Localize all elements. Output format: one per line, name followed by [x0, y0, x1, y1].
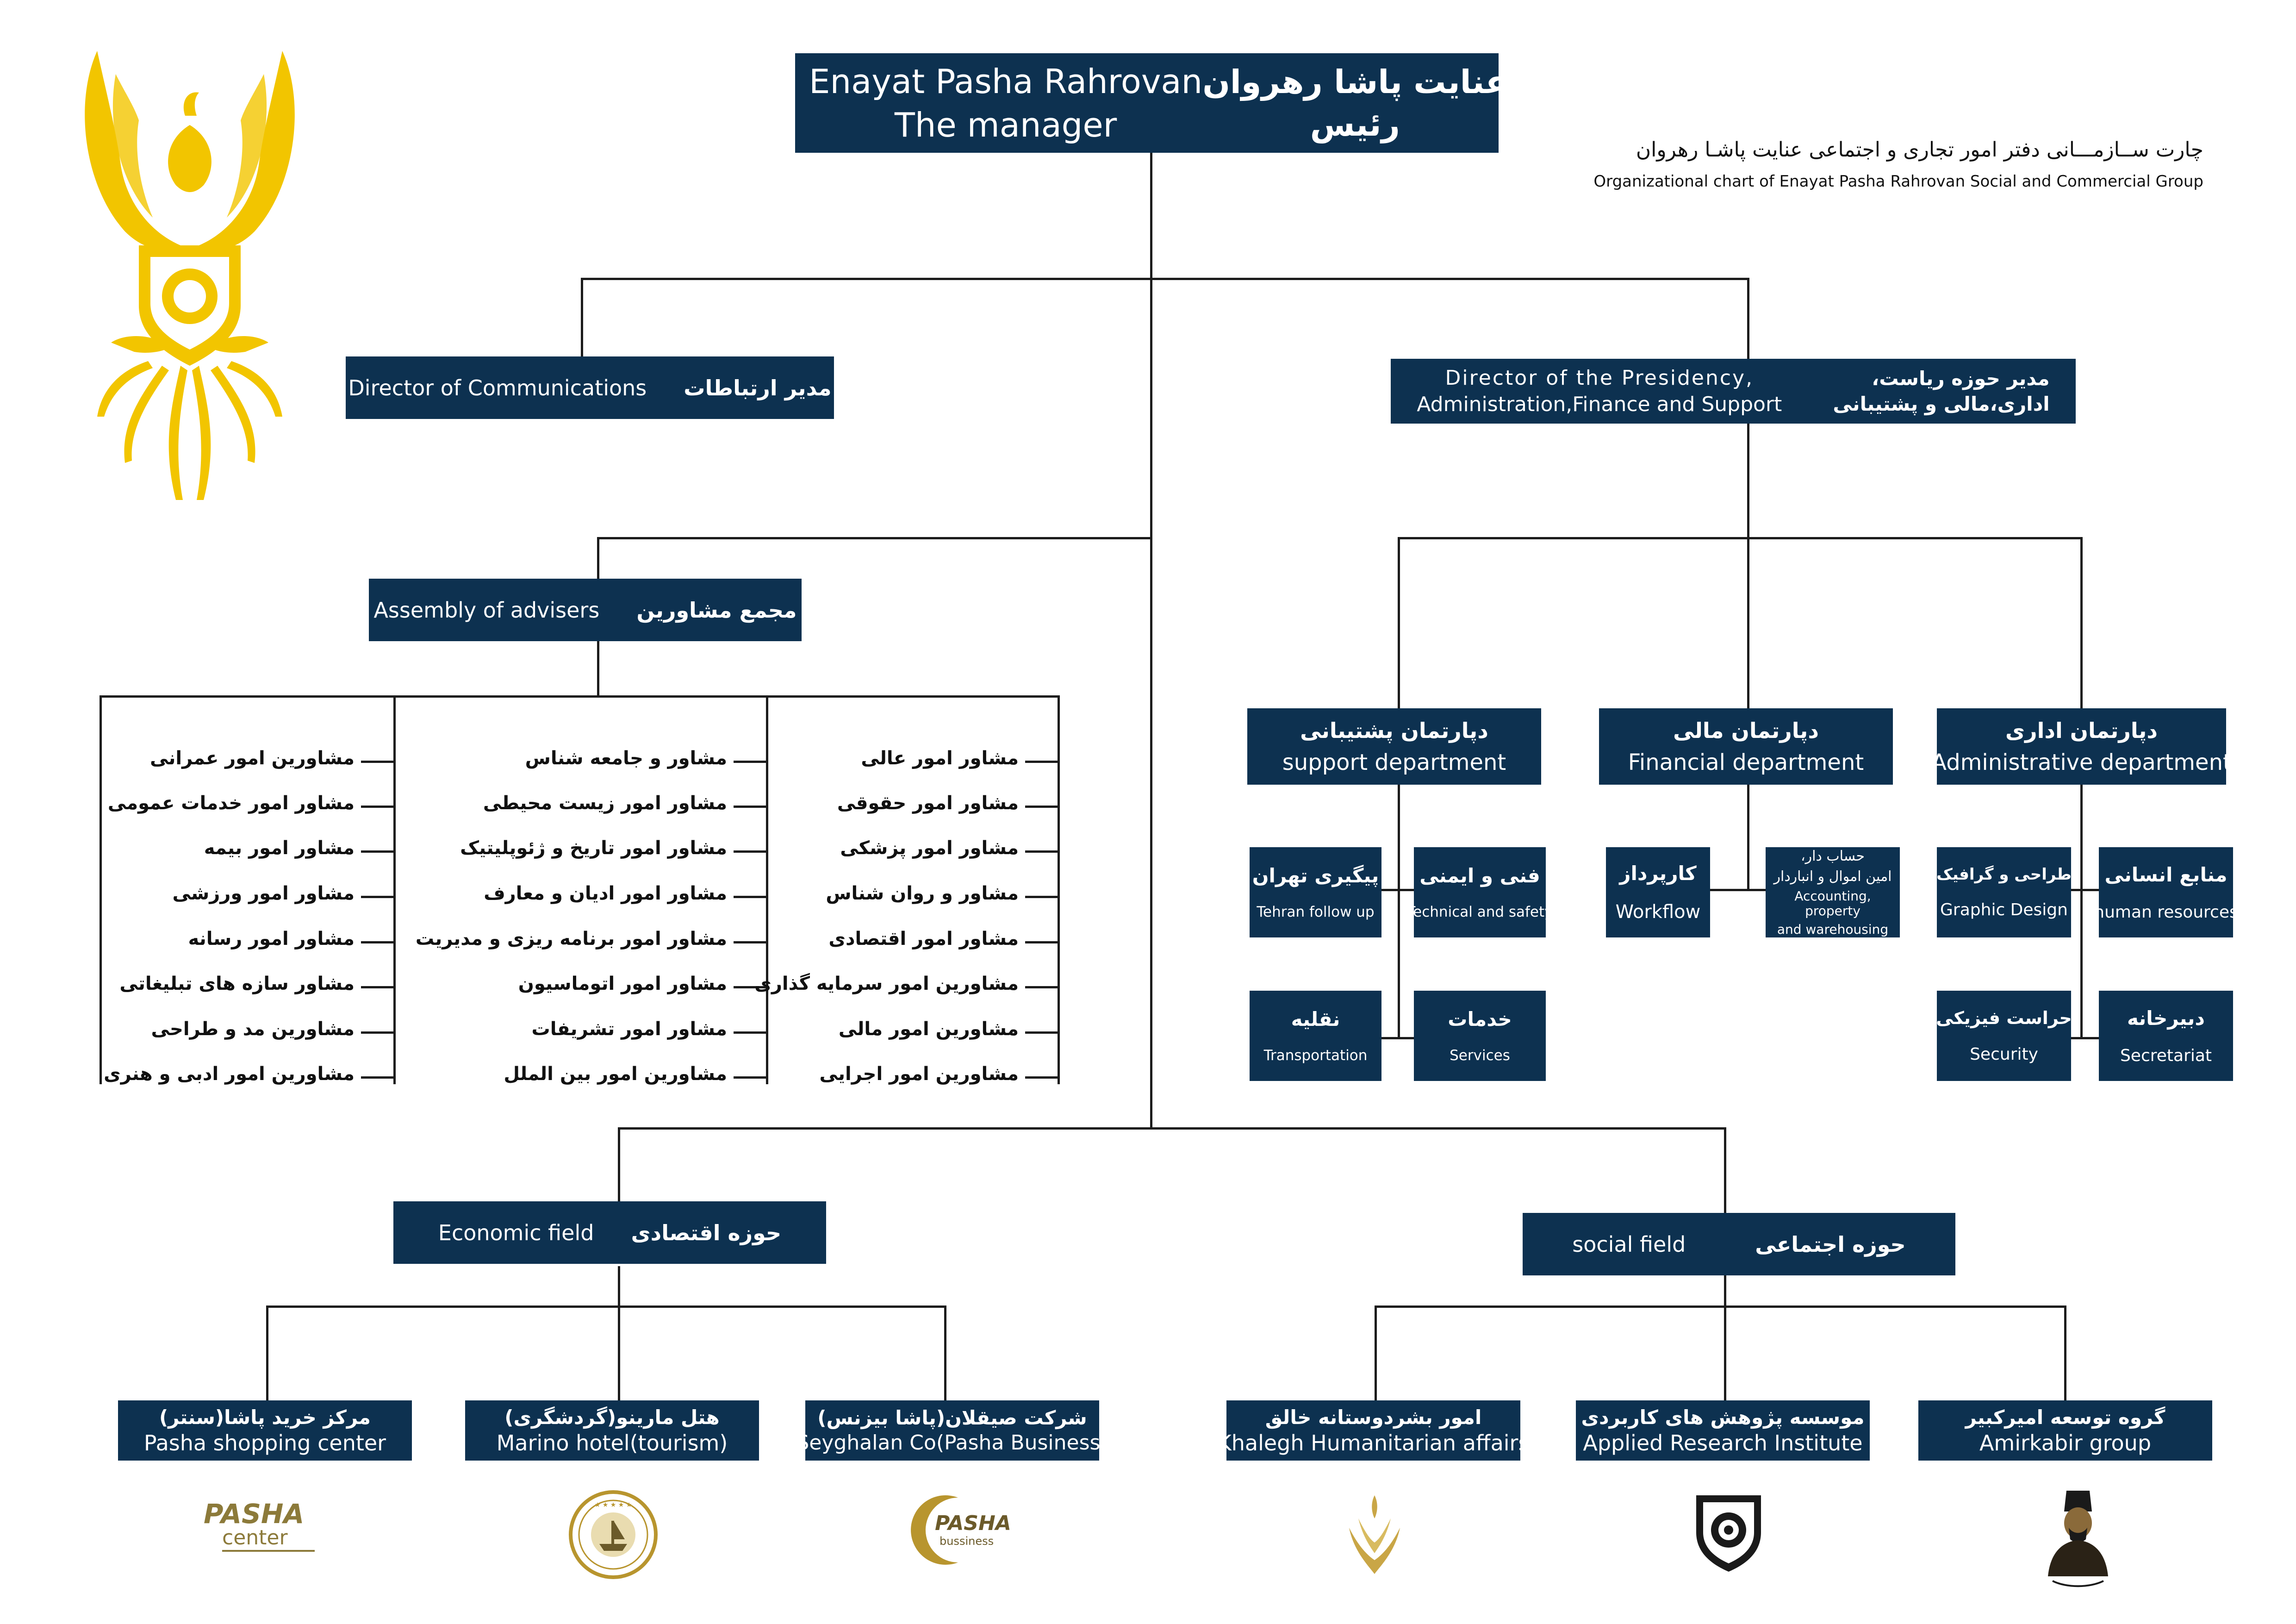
connector-line [618, 1127, 1726, 1130]
connector-line [1724, 1127, 1726, 1213]
accounting-box: حساب دار، امین اموال و انباردار Accounting, property and warehousing [1766, 847, 1900, 937]
khalegh-humanitarian-box: امور بشردوستانه خالق Khalegh Humanitarian affairs [1226, 1400, 1520, 1461]
communications-label-en: Director of Communications [348, 375, 647, 400]
presidency-label-en-1: Director of the Presidency, [1445, 366, 1754, 390]
financial-department-fa: دپارتمان مالی [1673, 718, 1819, 743]
applied-research-shield-logo [1689, 1486, 1768, 1583]
adviser-item: مشاورین امور اجرایی [819, 1063, 1019, 1085]
economic-field-box [393, 1201, 826, 1264]
svg-text:★ ★ ★ ★ ★: ★ ★ ★ ★ ★ [594, 1501, 632, 1509]
social-field-box [1523, 1213, 1955, 1275]
adviser-item: مشاور امور تشریفات [531, 1018, 727, 1040]
connector-line [266, 1305, 268, 1400]
connector-line [100, 695, 1060, 698]
economic-field-en: Economic field [438, 1220, 594, 1245]
connector-line [597, 641, 599, 697]
connector-line [1747, 424, 1749, 537]
connector-line [1724, 1275, 1726, 1308]
connector-line [618, 1266, 620, 1308]
secretariat-box: دبیرخانه Secretariat [2099, 991, 2233, 1081]
amirkabir-group-box: گروه توسعه امیرکبیر Amirkabir group [1918, 1400, 2212, 1461]
support-department-fa: دپارتمان پشتیبانی [1300, 718, 1488, 743]
adviser-item: مشاورین امور ادبی و هنری [104, 1063, 355, 1085]
connector-line [597, 537, 599, 579]
chart-title-en: Organizational chart of Enayat Pasha Rahrovan Social and Commercial Group [1593, 172, 2203, 191]
adviser-item: مشاور و روان شناس [826, 883, 1019, 904]
adviser-item: مشاور امور تاریخ و ژئوپلیتیک [460, 837, 727, 859]
connector-line [393, 695, 396, 1084]
human-resources-box: منابع انسانی human resources [2099, 847, 2233, 937]
seyghalan-box: شرکت صیقلان(پاشا بیزنس) Seyghalan Co(Pasha Business) [805, 1400, 1099, 1461]
security-box: حراست فیزیکی Security [1937, 991, 2071, 1081]
connector-line [1398, 537, 2083, 539]
applied-research-box: موسسه پژوهش های کاربردی Applied Research Institute [1576, 1400, 1870, 1461]
adviser-item: مشاور امور بیمه [204, 837, 355, 859]
support-department-en: support department [1282, 749, 1506, 775]
connector-line [581, 278, 1749, 280]
financial-department-en: Financial department [1628, 749, 1864, 775]
adviser-item: مشاورین امور مالی [838, 1018, 1019, 1040]
adviser-item: مشاور امور عالی [861, 748, 1019, 769]
adviser-item: مشاور امور اقتصادی [828, 928, 1019, 949]
amirkabir-portrait-logo [2034, 1484, 2122, 1595]
connector-line [2080, 537, 2083, 708]
advisers-label-fa: مجمع مشاورین [636, 597, 797, 623]
pasha-business-logo: PASHA bussiness [907, 1491, 1018, 1574]
pasha-shopping-center-box: مرکز خرید پاشا(سنتر) Pasha shopping center [118, 1400, 412, 1461]
manager-box [795, 53, 1508, 153]
advisers-label-en: Assembly of advisers [373, 597, 600, 623]
connector-line [1375, 1305, 2066, 1308]
social-field-en: social field [1572, 1231, 1686, 1257]
advisers-box [369, 579, 802, 641]
adviser-item: مشاور و جامعه شناس [525, 748, 727, 769]
presidency-label-fa-2: اداری،مالی و پشتیبانی [1833, 393, 2050, 415]
communications-label-fa: مدیر ارتباطات [684, 375, 832, 400]
connector-line [618, 1127, 620, 1201]
connector-line [597, 537, 1152, 539]
administrative-department-box [1931, 708, 2232, 785]
financial-department-box [1599, 708, 1893, 785]
khalegh-logo [1331, 1486, 1419, 1593]
services-box: خدمات Services [1414, 991, 1546, 1081]
connector-line [1398, 537, 1400, 708]
graphic-design-box: طراحی و گرافیک Graphic Design [1937, 847, 2071, 937]
presidency-label-fa-1: مدیر حوزه ریاست، [1872, 367, 2050, 390]
connector-line [1375, 1305, 1377, 1400]
connector-line [1747, 537, 1749, 708]
adviser-item: مشاور امور خدمات عمومی [107, 793, 355, 814]
pasha-center-logo: PASHA center [204, 1500, 333, 1560]
adviser-item: مشاورین مد و طراحی [151, 1018, 355, 1040]
manager-name-en: Enayat Pasha Rahrovan [809, 62, 1203, 101]
connector-line [1724, 1305, 1726, 1400]
technical-safety-box: فنی و ایمنی Technical and safety [1414, 847, 1546, 937]
adviser-item: مشاور امور ورزشی [172, 883, 355, 904]
manager-role-fa: رئیس [1310, 105, 1400, 144]
chart-title-fa: چارت ســازمـــانی دفتر امور تجاری و اجتماعی عنایت پاشـا رهروان [1636, 138, 2203, 162]
adviser-item: مشاورین امور سرمایه گذاری [754, 973, 1019, 994]
administrative-department-fa: دپارتمان اداری [2005, 718, 2158, 743]
presidency-label-en-2: Administration,Finance and Support [1417, 393, 1782, 416]
communications-box [346, 356, 834, 419]
marino-hotel-box: هتل مارینو(گردشگری) Marino hotel(tourism) [465, 1400, 759, 1461]
connector-line [766, 695, 768, 1084]
adviser-item: مشاورین امور عمرانی [149, 748, 355, 769]
connector-line [1747, 278, 1749, 361]
support-department-box [1247, 708, 1541, 785]
adviser-item: مشاور امور حقوقی [837, 793, 1019, 814]
economic-field-fa: حوزه اقتصادی [631, 1220, 782, 1245]
adviser-item: مشاور امور اتوماسیون [518, 973, 727, 994]
adviser-item: مشاور امور زیست محیطی [483, 793, 727, 814]
connector-line [1150, 150, 1152, 1130]
connector-line [581, 278, 583, 356]
connector-line [618, 1305, 620, 1400]
adviser-item: مشاور امور رسانه [188, 928, 355, 949]
connector-line [100, 695, 102, 1084]
transportation-box: نقلیه Transportation [1250, 991, 1381, 1081]
connector-line [944, 1305, 946, 1400]
adviser-item: مشاور امور پزشکی [840, 837, 1019, 859]
adviser-item: مشاورین امور بین الملل [504, 1063, 727, 1085]
connector-line [1058, 695, 1060, 1084]
manager-role-en: The manager [894, 105, 1117, 144]
adviser-item: مشاور امور برنامه ریزی و مدیریت [415, 928, 727, 949]
adviser-item: مشاور سازه های تبلیغاتی [119, 973, 355, 994]
adviser-item: مشاور امور ادیان و معارف [484, 883, 727, 904]
connector-line [266, 1305, 946, 1308]
presidency-box [1391, 359, 2076, 424]
marino-hotel-seal-logo [567, 1488, 660, 1581]
workflow-box: کارپرداز Workflow [1606, 847, 1710, 937]
connector-line [2064, 1305, 2066, 1400]
administrative-department-en: Administrative department [1931, 749, 2232, 775]
social-field-fa: حوزه اجتماعی [1755, 1231, 1906, 1257]
phoenix-emblem-logo [69, 46, 310, 509]
manager-name-fa: عنایت پاشا رهروان [1202, 62, 1508, 101]
tehran-follow-up-box: پیگیری تهران Tehran follow up [1250, 847, 1381, 937]
